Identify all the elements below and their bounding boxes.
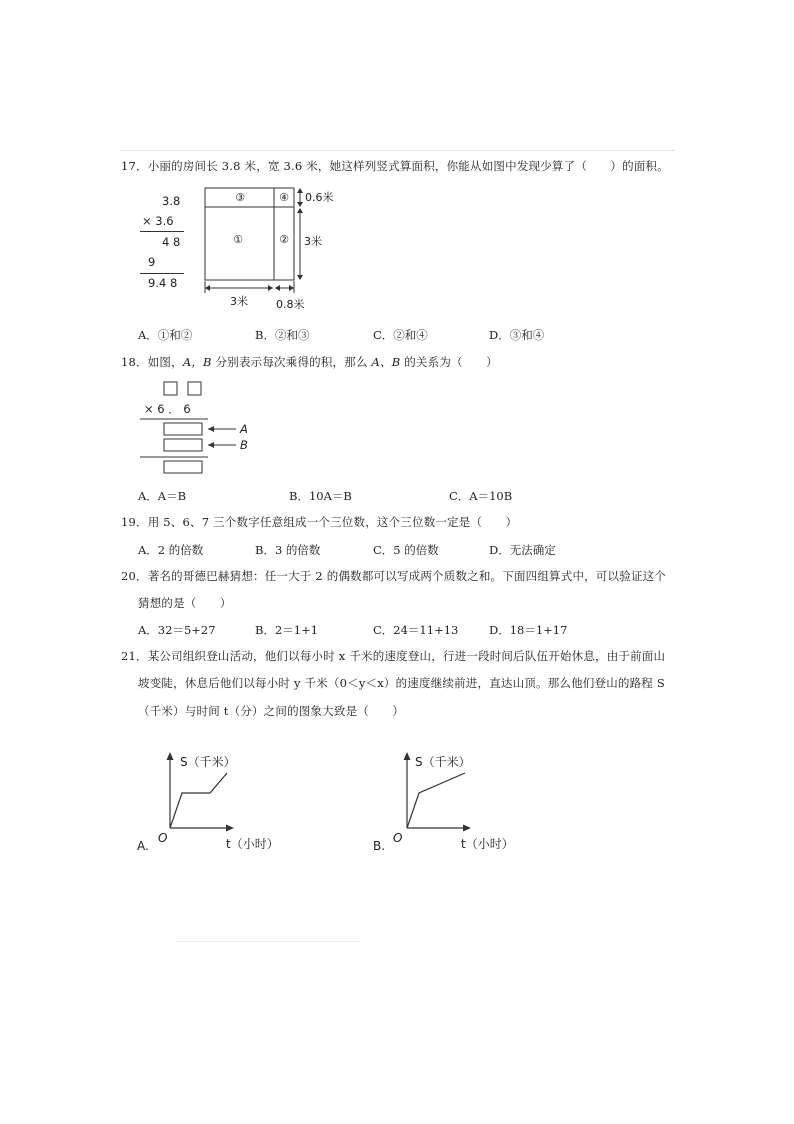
- q18-option-a[interactable]: A．A＝B: [138, 489, 187, 503]
- q19-option-d[interactable]: D．无法确定: [489, 543, 556, 557]
- dim-3m-vertical: 3米: [304, 235, 322, 248]
- q19-option-b[interactable]: B．3 的倍数: [255, 543, 321, 557]
- calc-line-1: 3.8: [162, 194, 181, 208]
- q18-option-c[interactable]: C．A＝10B: [449, 489, 513, 503]
- question-19-stem: 19．用 5、6、7 三个数字任意组成一个三位数，这个三位数一定是（ ）: [121, 515, 518, 529]
- question-21-line-1: 21．某公司组织登山活动，他们以每小时 x 千米的速度登山，行进一段时间后队伍开始休息，由于前面山: [121, 649, 666, 663]
- calc-line-5: 9.4 8: [148, 276, 178, 290]
- q18-option-b[interactable]: B．10A＝B: [289, 489, 352, 503]
- q21-graph-b[interactable]: [367, 750, 547, 860]
- q18-stem-vars2: A、B: [371, 355, 401, 369]
- calc-rule-2: [140, 273, 184, 274]
- calc-line-2: × 3.6: [142, 214, 174, 228]
- q19-option-a[interactable]: A．2 的倍数: [138, 543, 204, 557]
- q18-stem-suffix: 的关系为（ ）: [400, 355, 498, 369]
- q20-option-a[interactable]: A．32＝5+27: [138, 623, 216, 637]
- region-2-label: ②: [279, 233, 289, 246]
- q21-graph-a[interactable]: [130, 750, 310, 860]
- q20-option-d[interactable]: D．18＝1+17: [489, 623, 568, 637]
- graph-a-xlabel: t（小时）: [226, 837, 279, 851]
- question-17-stem: 17．小丽的房间长 3.8 米，宽 3.6 米，她这样列竖式算面积，你能从如图中发现少算了（ ）的面积。: [121, 159, 669, 173]
- question-21-line-2: 坡变陡，休息后他们以每小时 y 千米（0＜y＜x）的速度继续前进，直达山顶。那么他们登山的路程 S: [138, 676, 665, 690]
- question-20-stem-line-2: 猜想的是（ ）: [138, 596, 232, 610]
- dim-0-6m: 0.6米: [305, 191, 334, 204]
- q17-option-b[interactable]: B．②和③: [255, 328, 310, 342]
- graph-a-option-label: A.: [137, 839, 149, 853]
- dim-0-8m: 0.8米: [276, 298, 305, 311]
- graph-a-origin: O: [158, 831, 168, 845]
- region-3-label: ③: [235, 191, 245, 204]
- q17-option-d[interactable]: D．③和④: [489, 328, 545, 342]
- footer-rule: [175, 941, 360, 942]
- region-4-label: ④: [279, 191, 289, 204]
- question-18-stem: [121, 354, 498, 370]
- q17-option-c[interactable]: C．②和④: [373, 328, 428, 342]
- graph-b-origin: O: [393, 831, 403, 845]
- graph-b-option-label: B.: [373, 839, 386, 853]
- question-20-stem-line-1: 20．著名的哥德巴赫猜想：任一大于 2 的偶数都可以写成两个质数之和。下面四组算式中，可以验证这个: [121, 569, 667, 583]
- header-rule: [120, 150, 675, 151]
- region-1-label: ①: [233, 233, 243, 246]
- label-b: B: [240, 438, 248, 452]
- q18-stem-vars: A，B: [182, 355, 212, 369]
- q18-multiplier: × 6 ． 6: [144, 402, 191, 416]
- q17-room-figure: [200, 185, 350, 315]
- graph-b-ylabel: S（千米）: [415, 755, 471, 769]
- dim-3m-horizontal: 3米: [230, 295, 248, 308]
- label-a: A: [240, 422, 248, 436]
- q19-option-c[interactable]: C．5 的倍数: [373, 543, 439, 557]
- graph-a-ylabel: S（千米）: [180, 755, 236, 769]
- calc-rule-1: [140, 231, 184, 232]
- graph-b-xlabel: t（小时）: [461, 837, 514, 851]
- q20-option-b[interactable]: B．2＝1+1: [255, 623, 319, 637]
- q18-stem-prefix: 18．如图，: [121, 355, 183, 369]
- q20-option-c[interactable]: C．24＝11+13: [373, 623, 459, 637]
- calc-line-4: 9: [148, 255, 156, 269]
- q18-stem-mid: 分别表示每次乘得的积，那么: [211, 355, 372, 369]
- q17-option-a[interactable]: A．①和②: [138, 328, 193, 342]
- q18-multiplication-figure: [140, 378, 270, 478]
- calc-line-3: 4 8: [162, 235, 181, 249]
- q17-vertical-calculation: [140, 190, 200, 300]
- question-21-line-3: （千米）与时间 t（分）之间的图象大致是（ ）: [138, 704, 405, 718]
